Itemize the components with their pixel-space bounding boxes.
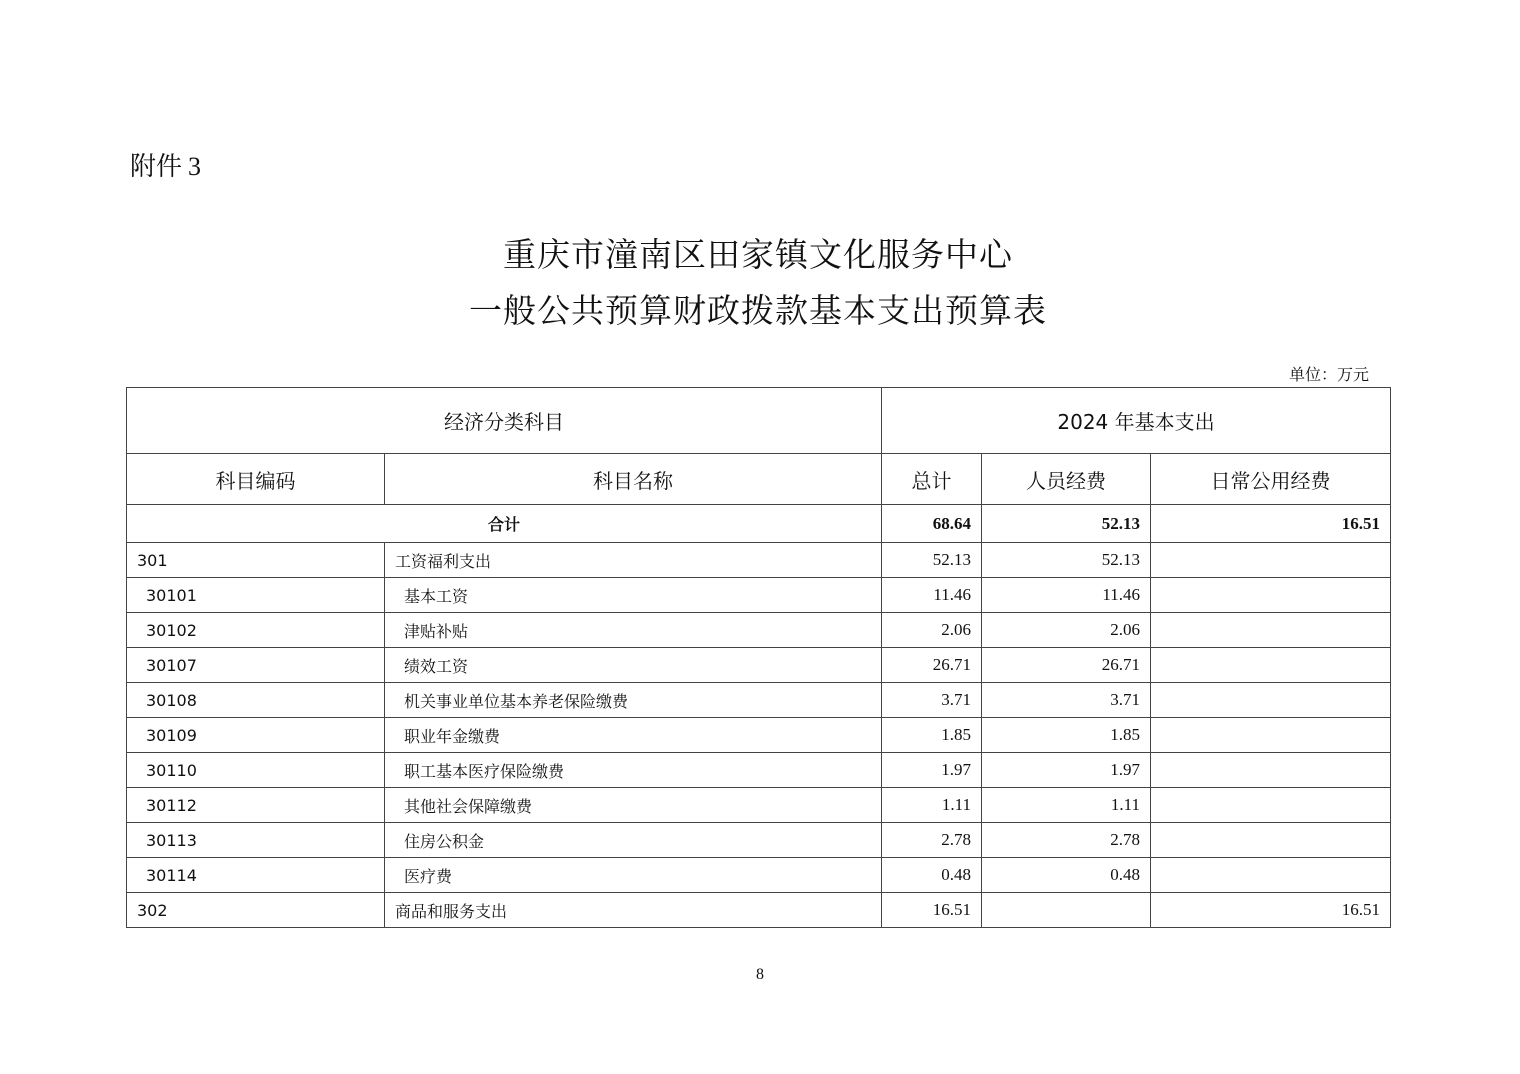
personnel-cell — [982, 893, 1151, 928]
subject-name-cell: 医疗费 — [385, 858, 882, 893]
subject-code-cell: 30109 — [127, 718, 385, 753]
header-personnel-expenses: 人员经费 — [982, 454, 1151, 505]
personnel-cell: 1.85 — [982, 718, 1151, 753]
total-cell: 52.13 — [882, 543, 982, 578]
table-row — [127, 858, 1391, 893]
total-cell: 1.85 — [882, 718, 982, 753]
subject-name-cell: 职工基本医疗保险缴费 — [385, 753, 882, 788]
subject-code-cell: 30108 — [127, 683, 385, 718]
subject-name-cell: 职业年金缴费 — [385, 718, 882, 753]
subject-code-cell: 302 — [127, 893, 385, 928]
personnel-cell: 1.11 — [982, 788, 1151, 823]
table-row — [127, 753, 1391, 788]
budget-table — [126, 387, 1391, 928]
header-economic-classification: 经济分类科目 — [127, 388, 882, 454]
personnel-cell: 52.13 — [982, 543, 1151, 578]
total-public: 16.51 — [1151, 505, 1391, 543]
subject-name-cell: 基本工资 — [385, 578, 882, 613]
total-cell: 26.71 — [882, 648, 982, 683]
attachment-number: 3 — [188, 152, 202, 181]
table-row — [127, 578, 1391, 613]
subject-code-cell: 30114 — [127, 858, 385, 893]
public-cell — [1151, 753, 1391, 788]
public-cell — [1151, 683, 1391, 718]
table-header-column-row — [127, 454, 1391, 505]
page-number: 8 — [756, 966, 764, 983]
total-cell: 1.11 — [882, 788, 982, 823]
table-row — [127, 648, 1391, 683]
total-cell: 0.48 — [882, 858, 982, 893]
attachment-text: 附件 — [130, 152, 183, 182]
total-amount: 68.64 — [882, 505, 982, 543]
public-cell — [1151, 788, 1391, 823]
total-cell: 11.46 — [882, 578, 982, 613]
personnel-cell: 2.78 — [982, 823, 1151, 858]
total-cell: 2.78 — [882, 823, 982, 858]
subject-name-cell: 商品和服务支出 — [385, 893, 882, 928]
unit-label: 单位：万元 — [1289, 365, 1370, 384]
total-cell: 16.51 — [882, 893, 982, 928]
public-cell — [1151, 858, 1391, 893]
subject-name-cell: 津贴补贴 — [385, 613, 882, 648]
public-cell — [1151, 648, 1391, 683]
subject-name-cell: 住房公积金 — [385, 823, 882, 858]
subject-code-cell: 301 — [127, 543, 385, 578]
header-subject-code: 科目编码 — [127, 454, 385, 505]
subject-code-cell: 30102 — [127, 613, 385, 648]
total-cell: 1.97 — [882, 753, 982, 788]
total-personnel: 52.13 — [982, 505, 1151, 543]
table-row — [127, 718, 1391, 753]
personnel-cell: 0.48 — [982, 858, 1151, 893]
public-cell — [1151, 613, 1391, 648]
table-row — [127, 613, 1391, 648]
public-cell — [1151, 543, 1391, 578]
subject-name-cell: 绩效工资 — [385, 648, 882, 683]
subject-code-cell: 30112 — [127, 788, 385, 823]
header-total: 总计 — [882, 454, 982, 505]
table-row — [127, 788, 1391, 823]
public-cell: 16.51 — [1151, 893, 1391, 928]
table-header-group-row — [127, 388, 1391, 454]
subject-code-cell: 30107 — [127, 648, 385, 683]
header-public-expenses: 日常公用经费 — [1151, 454, 1391, 505]
subject-code-cell: 30101 — [127, 578, 385, 613]
public-cell — [1151, 578, 1391, 613]
table-row — [127, 823, 1391, 858]
total-cell: 2.06 — [882, 613, 982, 648]
subject-name-cell: 工资福利支出 — [385, 543, 882, 578]
public-cell — [1151, 823, 1391, 858]
header-basic-expenditure-2024: 2024 年基本支出 — [882, 388, 1391, 454]
attachment-label — [130, 146, 201, 183]
personnel-cell: 3.71 — [982, 683, 1151, 718]
total-cell: 3.71 — [882, 683, 982, 718]
personnel-cell: 26.71 — [982, 648, 1151, 683]
document-title-line2: 一般公共预算财政拨款基本支出预算表 — [469, 291, 1047, 330]
subject-name-cell: 机关事业单位基本养老保险缴费 — [385, 683, 882, 718]
document-title-line1: 重庆市潼南区田家镇文化服务中心 — [503, 235, 1013, 274]
personnel-cell: 11.46 — [982, 578, 1151, 613]
personnel-cell: 2.06 — [982, 613, 1151, 648]
table-row — [127, 543, 1391, 578]
subject-code-cell: 30110 — [127, 753, 385, 788]
subject-code-cell: 30113 — [127, 823, 385, 858]
table-row — [127, 893, 1391, 928]
header-subject-name: 科目名称 — [385, 454, 882, 505]
table-row — [127, 683, 1391, 718]
total-label: 合计 — [127, 505, 882, 543]
total-row — [127, 505, 1391, 543]
public-cell — [1151, 718, 1391, 753]
personnel-cell: 1.97 — [982, 753, 1151, 788]
subject-name-cell: 其他社会保障缴费 — [385, 788, 882, 823]
